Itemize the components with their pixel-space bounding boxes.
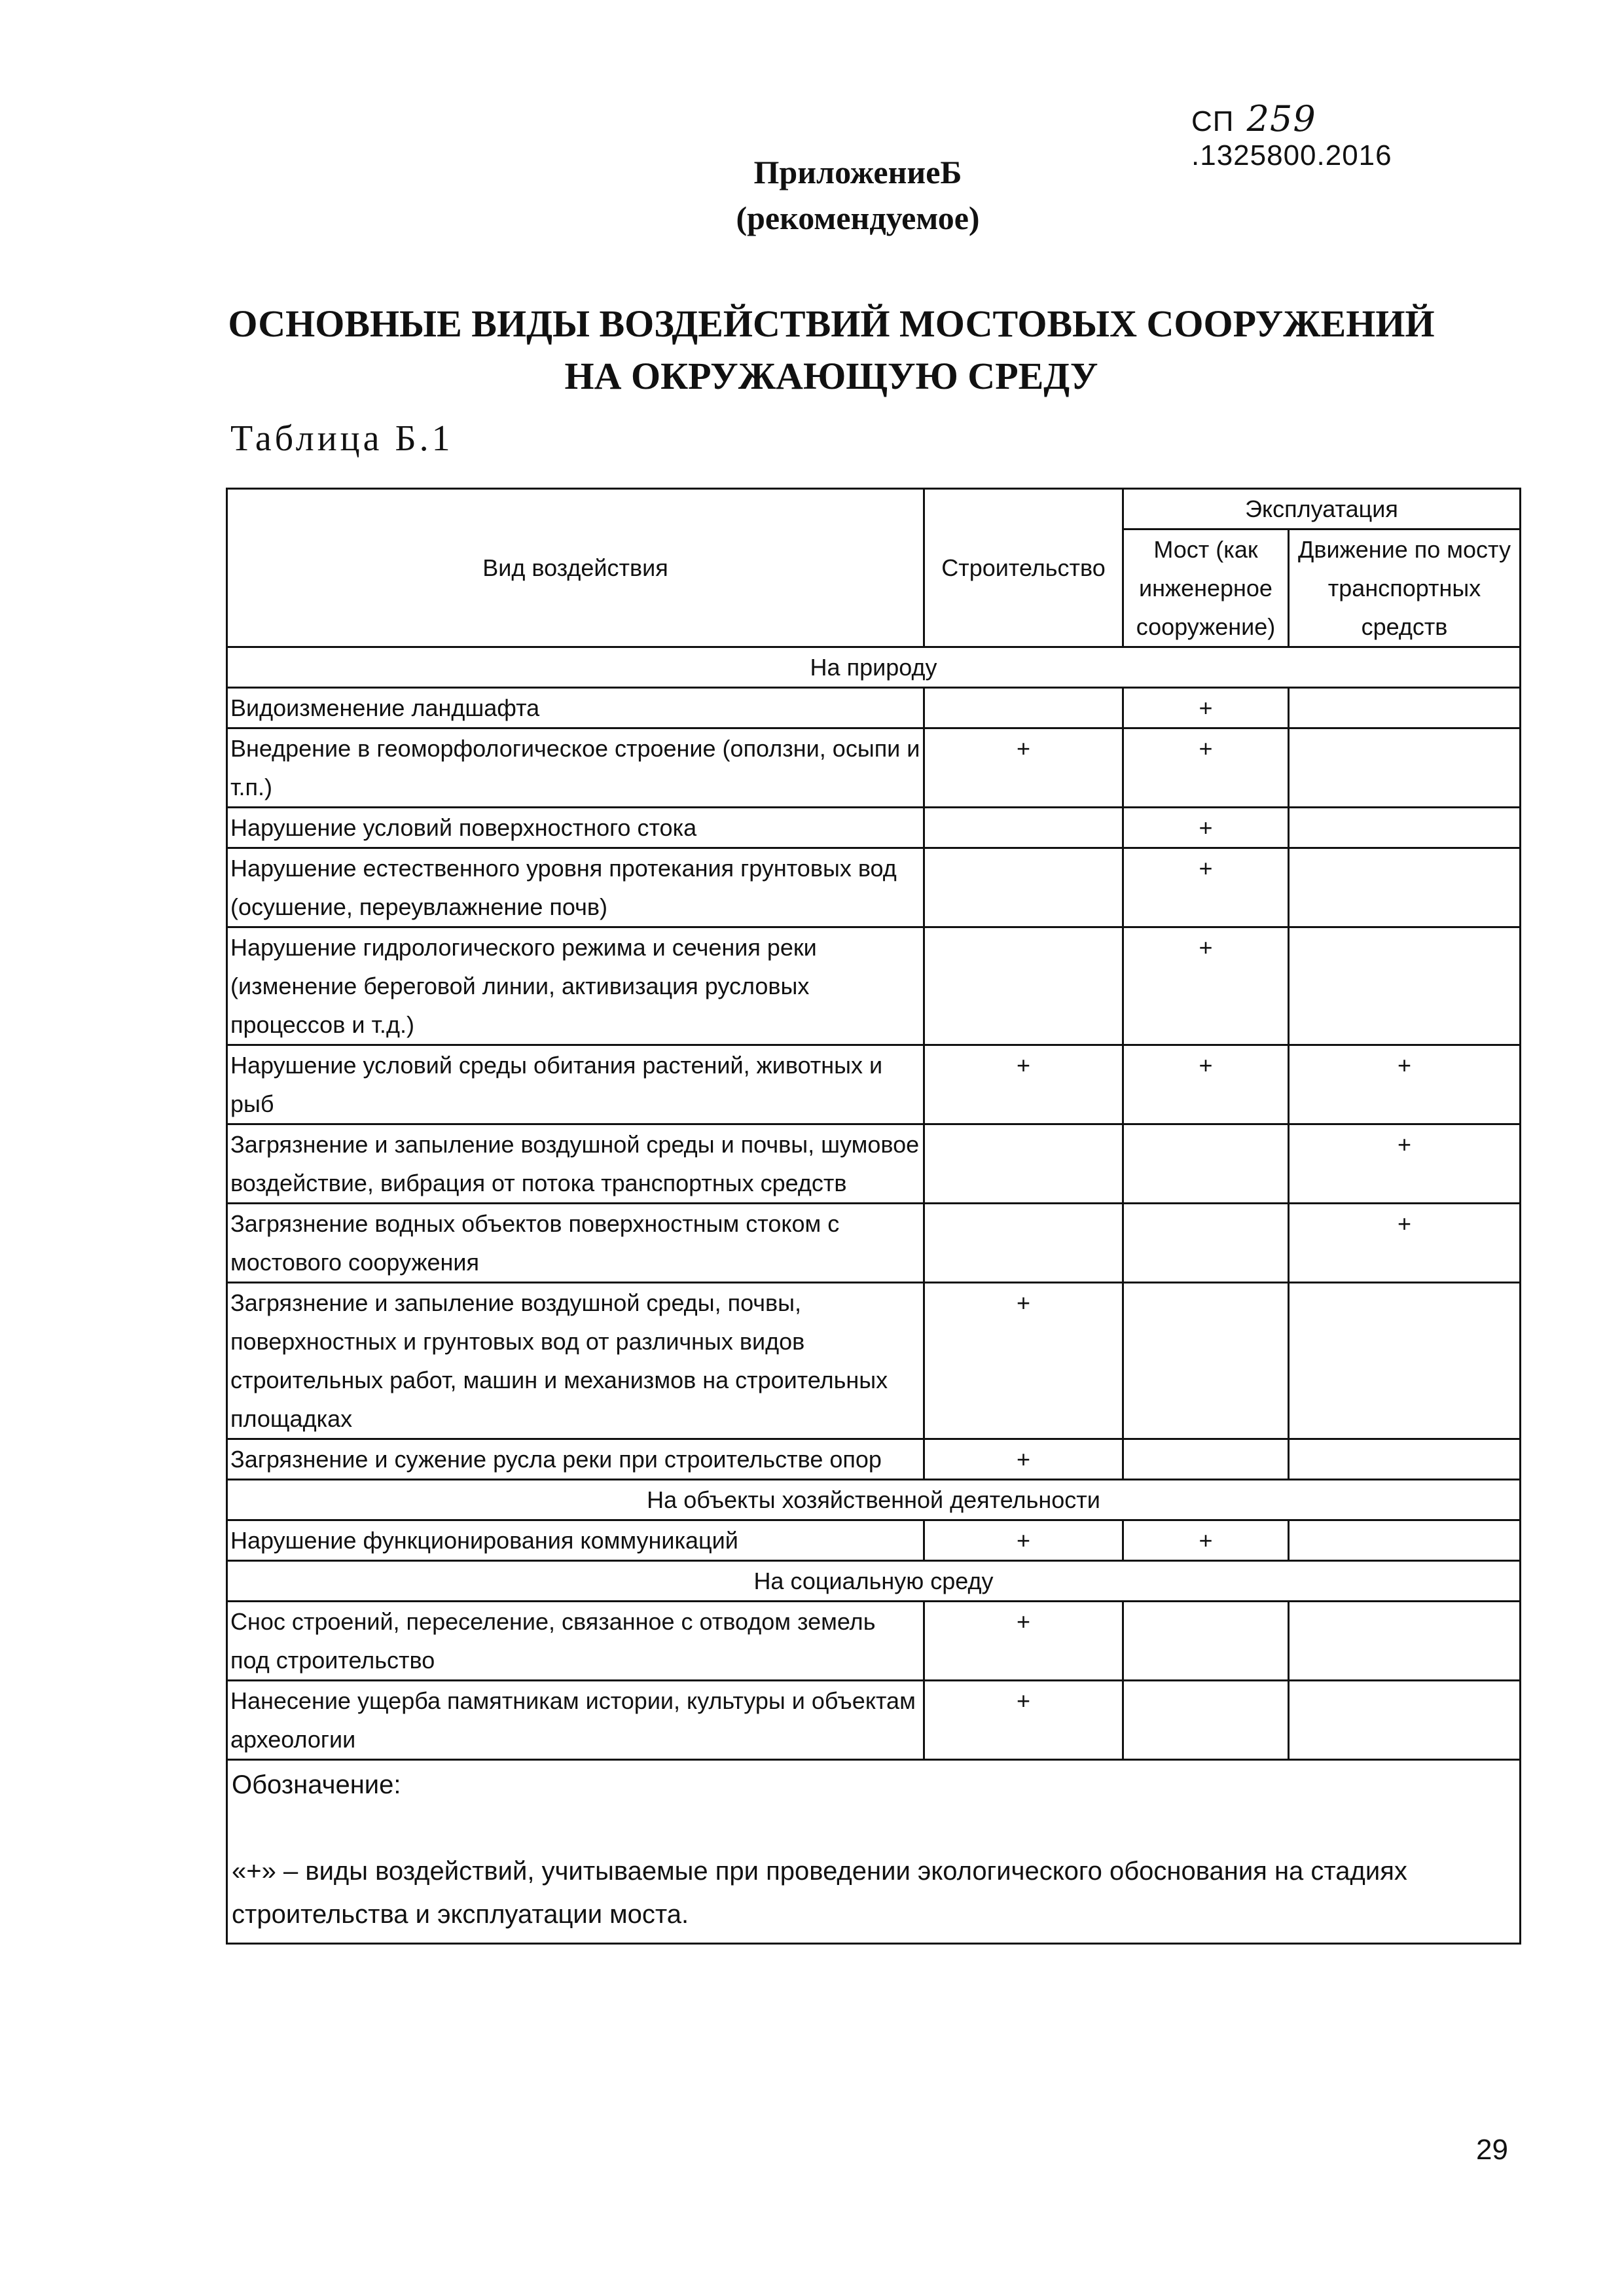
construction-mark: +	[924, 1681, 1123, 1760]
document-code-suffix: .1325800.2016	[1191, 139, 1392, 171]
traffic-mark: +	[1289, 1045, 1521, 1124]
bridge-mark: +	[1123, 1520, 1289, 1561]
table-row	[227, 728, 1521, 808]
table-row	[227, 1439, 1521, 1480]
construction-mark	[924, 848, 1123, 927]
traffic-mark: +	[1289, 1204, 1521, 1283]
page-number: 29	[1476, 2134, 1508, 2166]
construction-mark	[924, 1124, 1123, 1204]
header-bridge: Мост (как инженерное сооружение)	[1123, 529, 1289, 647]
page-title-line-2: НА ОКРУЖАЮЩУЮ СРЕДУ	[564, 355, 1098, 397]
construction-mark	[924, 688, 1123, 728]
impact-cell: Нарушение естественного уровня протекания грунтовых вод (осушение, переувлажнение почв)	[227, 848, 924, 927]
bridge-mark: +	[1123, 1045, 1289, 1124]
traffic-mark	[1289, 1520, 1521, 1561]
impact-cell: Нарушение гидрологического режима и сечения реки (изменение береговой линии, активизация русловых процессов и т.д.)	[227, 927, 924, 1045]
impact-cell: Нарушение условий поверхностного стока	[227, 808, 924, 848]
appendix-status: (рекомендуемое)	[736, 200, 980, 236]
table-header	[227, 489, 1521, 647]
bridge-mark: +	[1123, 728, 1289, 808]
impact-cell: Внедрение в геоморфологическое строение (оползни, осыпи и т.п.)	[227, 728, 924, 808]
impact-cell: Загрязнение и запыление воздушной среды и почвы, шумовое воздействие, вибрация от потока транспортных средств	[227, 1124, 924, 1204]
document-code-prefix: СП	[1191, 105, 1235, 137]
bridge-mark	[1123, 1439, 1289, 1480]
table-row	[227, 1602, 1521, 1681]
traffic-mark	[1289, 688, 1521, 728]
note-text: «+» – виды воздействий, учитываемые при проведении экологического обоснования на стадиях строительства и эксплуатации моста.	[232, 1857, 1407, 1929]
header-impact: Вид воздействия	[227, 489, 924, 647]
impact-cell: Снос строений, переселение, связанное с отводом земель под строительство	[227, 1602, 924, 1681]
construction-mark	[924, 808, 1123, 848]
impact-cell: Видоизменение ландшафта	[227, 688, 924, 728]
traffic-mark	[1289, 927, 1521, 1045]
table-row	[227, 927, 1521, 1045]
bridge-mark: +	[1123, 927, 1289, 1045]
bridge-mark	[1123, 1681, 1289, 1760]
bridge-mark: +	[1123, 688, 1289, 728]
bridge-mark	[1123, 1602, 1289, 1681]
impact-cell: Загрязнение и запыление воздушной среды, почвы, поверхностных и грунтовых вод от различных видов строительных работ, машин и механизмов на строительных площадках	[227, 1283, 924, 1439]
construction-mark: +	[924, 1283, 1123, 1439]
table-row	[227, 808, 1521, 848]
bridge-mark	[1123, 1283, 1289, 1439]
table-row	[227, 1520, 1521, 1561]
table-row	[227, 1283, 1521, 1439]
traffic-mark	[1289, 1602, 1521, 1681]
construction-mark: +	[924, 1439, 1123, 1480]
section-title: На объекты хозяйственной деятельности	[227, 1480, 1521, 1520]
traffic-mark	[1289, 728, 1521, 808]
bridge-mark: +	[1123, 848, 1289, 927]
traffic-mark	[1289, 1439, 1521, 1480]
page-title-line-1: ОСНОВНЫЕ ВИДЫ ВОЗДЕЙСТВИЙ МОСТОВЫХ СООРУЖЕНИЙ	[228, 302, 1435, 345]
appendix-label: ПриложениеБ	[753, 154, 962, 190]
impact-cell: Нарушение условий среды обитания растений, животных и рыб	[227, 1045, 924, 1124]
table-note	[227, 1760, 1521, 1944]
impact-cell: Загрязнение и сужение русла реки при строительстве опор	[227, 1439, 924, 1480]
impact-cell: Нарушение функционирования коммуникаций	[227, 1520, 924, 1561]
table-row	[227, 1681, 1521, 1760]
impact-cell: Загрязнение водных объектов поверхностным стоком с мостового сооружения	[227, 1204, 924, 1283]
construction-mark: +	[924, 728, 1123, 808]
traffic-mark	[1289, 808, 1521, 848]
section-row	[227, 1480, 1521, 1520]
section-row	[227, 1561, 1521, 1602]
table-body	[227, 647, 1521, 1760]
bridge-mark: +	[1123, 808, 1289, 848]
impacts-table	[226, 488, 1521, 1945]
table-caption: Таблица Б.1	[230, 418, 454, 459]
bridge-mark	[1123, 1124, 1289, 1204]
traffic-mark	[1289, 848, 1521, 927]
table-row	[227, 1204, 1521, 1283]
table-row	[227, 1124, 1521, 1204]
construction-mark: +	[924, 1045, 1123, 1124]
table-row	[227, 1045, 1521, 1124]
section-title: На социальную среду	[227, 1561, 1521, 1602]
table-row	[227, 688, 1521, 728]
traffic-mark	[1289, 1681, 1521, 1760]
bridge-mark	[1123, 1204, 1289, 1283]
traffic-mark	[1289, 1283, 1521, 1439]
note-title: Обозначение:	[232, 1770, 401, 1799]
impact-cell: Нанесение ущерба памятникам истории, культуры и объектам археологии	[227, 1681, 924, 1760]
traffic-mark: +	[1289, 1124, 1521, 1204]
section-title: На природу	[227, 647, 1521, 688]
section-row	[227, 647, 1521, 688]
construction-mark: +	[924, 1520, 1123, 1561]
header-construction: Строительство	[924, 489, 1123, 647]
document-code-number: 259	[1246, 98, 1316, 139]
construction-mark	[924, 927, 1123, 1045]
construction-mark	[924, 1204, 1123, 1283]
header-operation: Эксплуатация	[1123, 489, 1521, 529]
table-row	[227, 848, 1521, 927]
construction-mark: +	[924, 1602, 1123, 1681]
header-traffic: Движение по мосту транспортных средств	[1289, 529, 1521, 647]
